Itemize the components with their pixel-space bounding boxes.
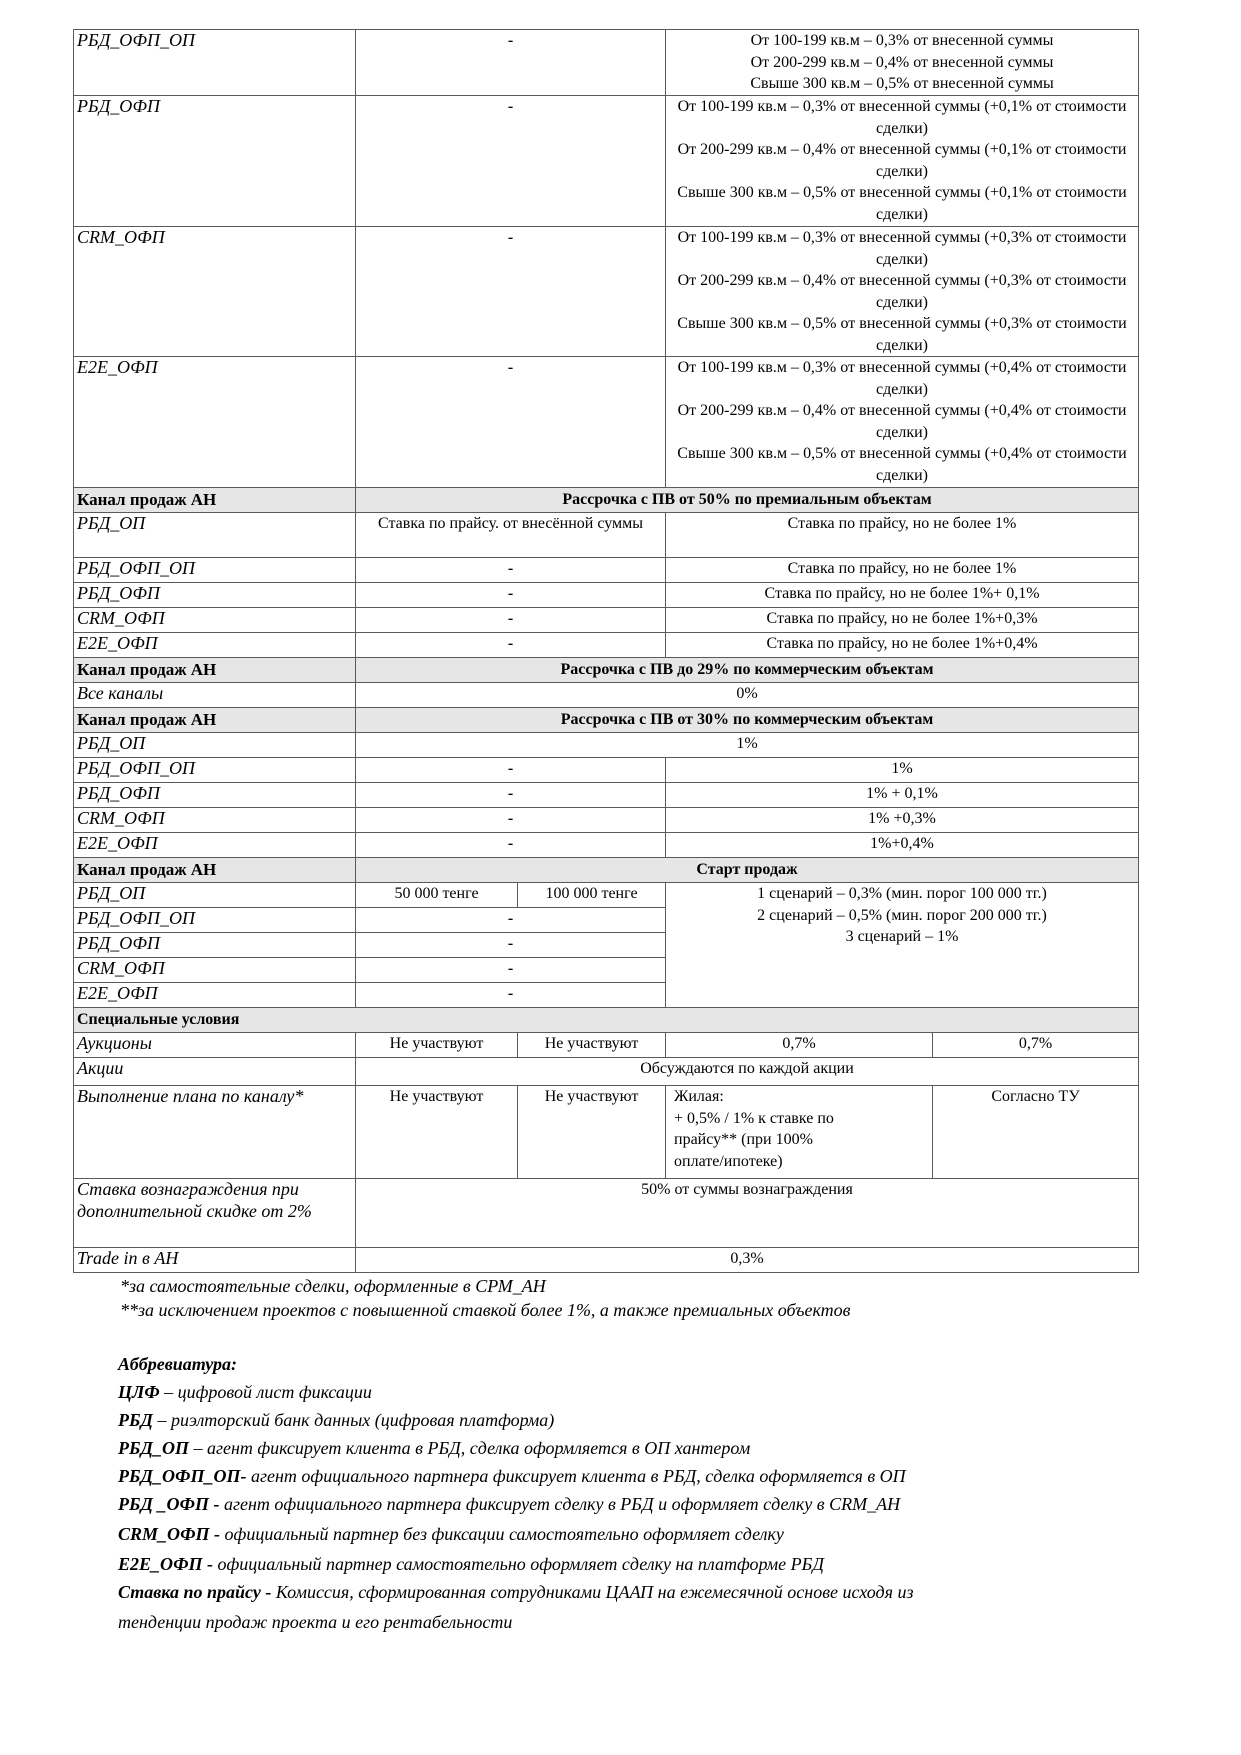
- section-title: Рассрочка с ПВ от 50% по премиальным объектам: [356, 488, 1139, 513]
- value-cell: -: [356, 833, 666, 858]
- footnotes: [120, 1274, 850, 1322]
- label-cell: Выполнение плана по каналу*: [74, 1086, 356, 1179]
- table-row: [74, 883, 1139, 908]
- channel-header: Канал продаж АН: [74, 488, 356, 513]
- rate-cell: От 100-199 кв.м – 0,3% от внесенной суммы (+0,4% от стоимости сделки) От 200-299 кв.м – 0,4% от внесенной суммы (+0,4% от стоимости сделки) Свыше 300 кв.м – 0,5% от внесенной суммы (+0,4% от стоимости сделки): [666, 357, 1139, 488]
- table-row: [74, 357, 1139, 488]
- value-cell: Не участвуют: [518, 1033, 666, 1058]
- value-cell: Не участвуют: [518, 1086, 666, 1179]
- abbreviation-item: E2E_ОФП - официальный партнер самостоятельно оформляет сделку на платформе РБД: [118, 1554, 824, 1574]
- value-cell: 0,3%: [356, 1248, 1139, 1273]
- rate-cell: 1%: [356, 733, 1139, 758]
- channel-header: Канал продаж АН: [74, 708, 356, 733]
- rate-cell: 1% + 0,1%: [666, 783, 1139, 808]
- section-header: [74, 858, 1139, 883]
- value-cell: -: [356, 608, 666, 633]
- channel-cell: РБД_ОФП: [74, 783, 356, 808]
- table-row: [74, 833, 1139, 858]
- rate-cell: Ставка по прайсу, но не более 1%+ 0,1%: [666, 583, 1139, 608]
- channel-cell: Все каналы: [74, 683, 356, 708]
- rate-cell: 0%: [356, 683, 1139, 708]
- channel-cell: CRM_ОФП: [74, 608, 356, 633]
- abbreviation-item: ЦЛФ – цифровой лист фиксации: [118, 1382, 372, 1402]
- rate-cell: От 100-199 кв.м – 0,3% от внесенной суммы (+0,3% от стоимости сделки) От 200-299 кв.м – 0,4% от внесенной суммы (+0,3% от стоимости сделки) Свыше 300 кв.м – 0,5% от внесенной суммы (+0,3% от стоимости сделки): [666, 227, 1139, 357]
- footnote: *за самостоятельные сделки, оформленные в СРМ_АН: [120, 1276, 546, 1296]
- table-row: [74, 513, 1139, 558]
- channel-cell: E2E_ОФП: [74, 833, 356, 858]
- value-cell: Ставка по прайсу. от внесённой суммы: [356, 513, 666, 558]
- table-row: [74, 808, 1139, 833]
- channel-cell: РБД_ОФП_ОП: [74, 758, 356, 783]
- table-row: [74, 608, 1139, 633]
- section-title: Рассрочка с ПВ до 29% по коммерческим объектам: [356, 658, 1139, 683]
- rate-cell: 1% +0,3%: [666, 808, 1139, 833]
- channel-cell: РБД_ОП: [74, 513, 356, 558]
- value-cell: Обсуждаются по каждой акции: [356, 1058, 1139, 1086]
- scenarios-cell: 1 сценарий – 0,3% (мин. порог 100 000 тг.) 2 сценарий – 0,5% (мин. порог 200 000 тг.) 3 сценарий – 1%: [666, 883, 1139, 1008]
- footnote: **за исключением проектов с повышенной ставкой более 1%, а также премиальных объектов: [120, 1300, 851, 1320]
- table-row: [74, 1086, 1139, 1179]
- value-cell: 100 000 тенге: [518, 883, 666, 908]
- channel-cell: РБД_ОП: [74, 733, 356, 758]
- channel-cell: CRM_ОФП: [74, 227, 356, 357]
- abbreviation-continuation: тенденции продаж проекта и его рентабельности: [118, 1612, 513, 1632]
- channel-cell: РБД_ОФП: [74, 933, 356, 958]
- channel-cell: E2E_ОФП: [74, 357, 356, 488]
- channel-cell: РБД_ОФП_ОП: [74, 558, 356, 583]
- table-row: [74, 1248, 1139, 1273]
- rate-cell: Ставка по прайсу, но не более 1%+0,4%: [666, 633, 1139, 658]
- table-row: [74, 96, 1139, 227]
- value-cell: 0,7%: [666, 1033, 933, 1058]
- value-cell: -: [356, 783, 666, 808]
- section-title: Рассрочка с ПВ от 30% по коммерческим объектам: [356, 708, 1139, 733]
- table-row: [74, 558, 1139, 583]
- channel-cell: CRM_ОФП: [74, 808, 356, 833]
- channel-header: Канал продаж АН: [74, 858, 356, 883]
- value-cell: Не участвуют: [356, 1033, 518, 1058]
- label-cell: Ставка вознаграждения при дополнительной скидке от 2%: [74, 1179, 356, 1248]
- abbreviation-item: РБД_ОФП_ОП- агент официального партнера фиксирует клиента в РБД, сделка оформляется в ОП: [118, 1466, 906, 1486]
- table-row: [74, 583, 1139, 608]
- section-title: Специальные условия: [74, 1008, 1139, 1033]
- table-row: [74, 683, 1139, 708]
- label-cell: Trade in в АН: [74, 1248, 356, 1273]
- value-cell: 0,7%: [933, 1033, 1139, 1058]
- channel-cell: E2E_ОФП: [74, 633, 356, 658]
- table-row: [74, 227, 1139, 357]
- rate-cell: Ставка по прайсу, но не более 1%: [666, 558, 1139, 583]
- value-cell: -: [356, 983, 666, 1008]
- value-cell: Не участвуют: [356, 1086, 518, 1179]
- abbreviation-item: РБД_ОП – агент фиксирует клиента в РБД, сделка оформляется в ОП хантером: [118, 1438, 751, 1458]
- label-cell: Акции: [74, 1058, 356, 1086]
- section-title: Старт продаж: [356, 858, 1139, 883]
- abbreviations: [118, 1352, 1118, 1638]
- channel-header: Канал продаж АН: [74, 658, 356, 683]
- rate-cell: 1%+0,4%: [666, 833, 1139, 858]
- value-cell: Жилая: + 0,5% / 1% к ставке по прайсу** (при 100% оплате/ипотеке): [666, 1086, 933, 1179]
- table-row: [74, 733, 1139, 758]
- value-cell: -: [356, 583, 666, 608]
- table-row: [74, 1179, 1139, 1248]
- section-header: [74, 658, 1139, 683]
- label-cell: Аукционы: [74, 1033, 356, 1058]
- channel-cell: РБД_ОФП_ОП: [74, 908, 356, 933]
- channel-cell: РБД_ОП: [74, 883, 356, 908]
- channel-cell: РБД_ОФП_ОП: [74, 30, 356, 96]
- section-header: [74, 1008, 1139, 1033]
- abbreviations-title: Аббревиатура:: [118, 1354, 238, 1374]
- table-row: [74, 783, 1139, 808]
- rate-cell: 1%: [666, 758, 1139, 783]
- rate-cell: От 100-199 кв.м – 0,3% от внесенной суммы От 200-299 кв.м – 0,4% от внесенной суммы Свыше 300 кв.м – 0,5% от внесенной суммы: [666, 30, 1139, 96]
- value-cell: -: [356, 558, 666, 583]
- section-header: [74, 488, 1139, 513]
- commission-table: [73, 29, 1139, 1273]
- value-cell: -: [356, 958, 666, 983]
- value-cell: -: [356, 758, 666, 783]
- value-cell: -: [356, 96, 666, 227]
- value-cell: -: [356, 633, 666, 658]
- channel-cell: E2E_ОФП: [74, 983, 356, 1008]
- channel-cell: РБД_ОФП: [74, 96, 356, 227]
- channel-cell: CRM_ОФП: [74, 958, 356, 983]
- table-row: [74, 633, 1139, 658]
- abbreviation-item: РБД _ОФП - агент официального партнера фиксирует сделку в РБД и оформляет сделку в CRM_АН: [118, 1494, 901, 1514]
- table-row: [74, 1058, 1139, 1086]
- abbreviation-item: РБД – риэлторский банк данных (цифровая платформа): [118, 1410, 555, 1430]
- value-cell: Согласно ТУ: [933, 1086, 1139, 1179]
- table-row: [74, 1033, 1139, 1058]
- rate-cell: Ставка по прайсу, но не более 1%: [666, 513, 1139, 558]
- value-cell: 50% от суммы вознаграждения: [356, 1179, 1139, 1248]
- value-cell: -: [356, 30, 666, 96]
- section-header: [74, 708, 1139, 733]
- rate-cell: От 100-199 кв.м – 0,3% от внесенной суммы (+0,1% от стоимости сделки) От 200-299 кв.м – 0,4% от внесенной суммы (+0,1% от стоимости сделки) Свыше 300 кв.м – 0,5% от внесенной суммы (+0,1% от стоимости сделки): [666, 96, 1139, 227]
- channel-cell: РБД_ОФП: [74, 583, 356, 608]
- value-cell: 50 000 тенге: [356, 883, 518, 908]
- table-row: [74, 30, 1139, 96]
- value-cell: -: [356, 808, 666, 833]
- value-cell: -: [356, 357, 666, 488]
- abbreviation-item: Ставка по прайсу - Комиссия, сформированная сотрудниками ЦААП на ежемесячной основе исходя из: [118, 1582, 914, 1602]
- value-cell: -: [356, 908, 666, 933]
- rate-cell: Ставка по прайсу, но не более 1%+0,3%: [666, 608, 1139, 633]
- value-cell: -: [356, 933, 666, 958]
- abbreviation-item: CRM_ОФП - официальный партнер без фиксации самостоятельно оформляет сделку: [118, 1524, 784, 1544]
- value-cell: -: [356, 227, 666, 357]
- table-row: [74, 758, 1139, 783]
